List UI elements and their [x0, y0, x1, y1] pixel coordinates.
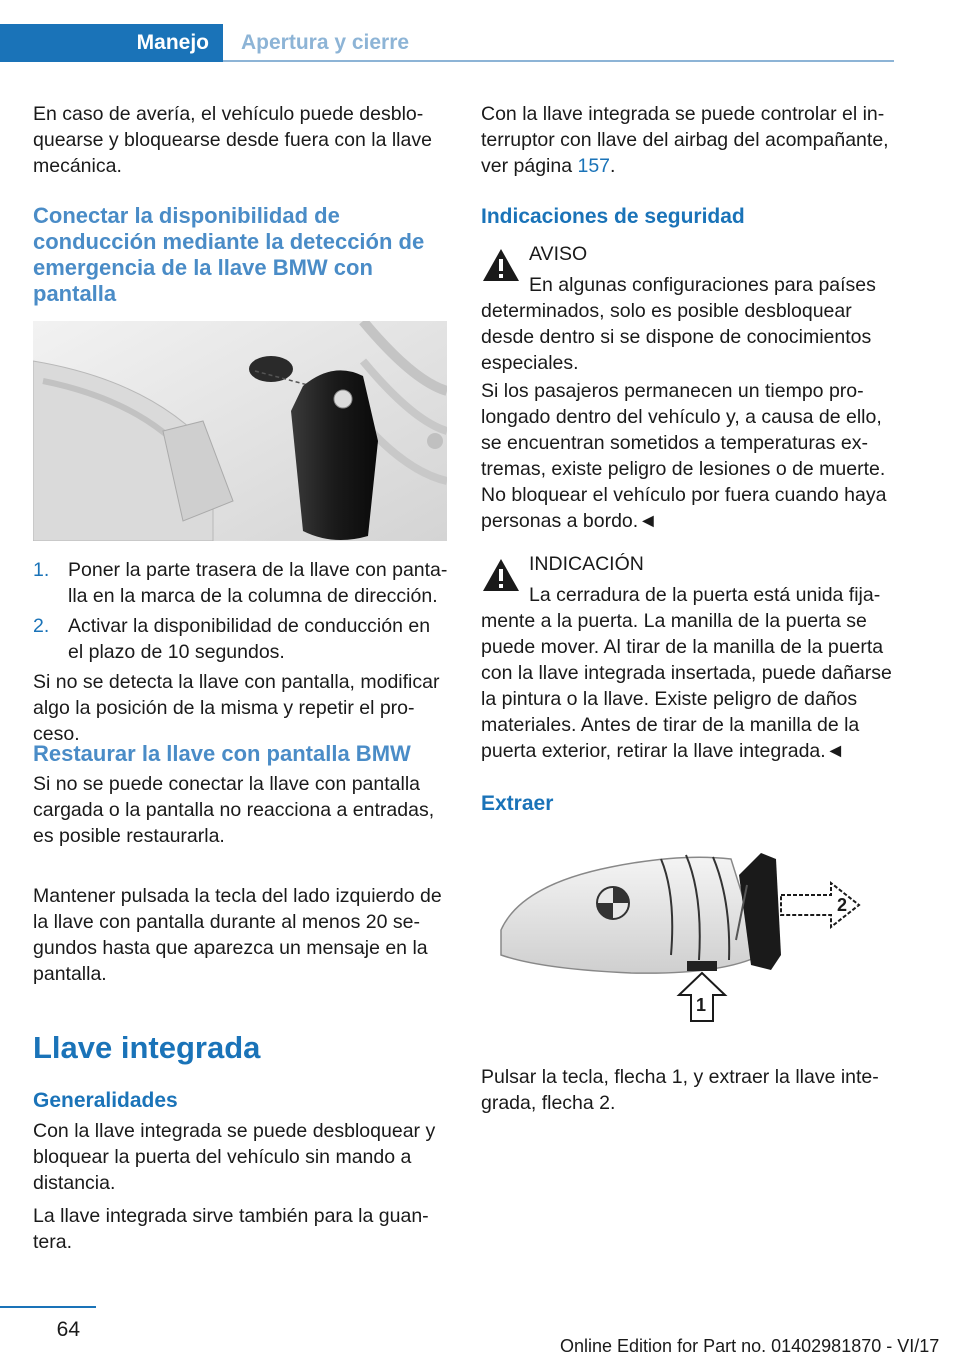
airbag-paragraph: Con la llave integrada se puede controlar el in- terruptor con llave del airbag del acompañante, ver página 157. — [481, 103, 889, 177]
step-text-2: Activar la disponibilidad de conducción en el plazo de 10 segundos. — [68, 615, 431, 663]
step-number-1: 1. — [33, 559, 50, 581]
extract-paragraph: Pulsar la tecla, flecha 1, y extraer la llave inte- grada, flecha 2. — [481, 1066, 879, 1114]
edition-text: Online Edition for Part no. 01402981870 - VI/17 — [560, 1336, 940, 1356]
aviso-text-second-paragraph: Si los pasajeros permanecen un tiempo pro- longado dentro del vehículo y, a causa de ello, se encuentran sometidos a temperaturas ex- tremas, existe peligro de lesiones o de muerte. No bloquear el vehículo por fuera cuando haya personas a bordo.◄ — [481, 380, 887, 532]
step-number-2: 2. — [33, 615, 50, 637]
heading-extraer: Extraer — [481, 792, 554, 815]
heading-generalidades: Generalidades — [33, 1089, 178, 1112]
intro-paragraph: En caso de avería, el vehículo puede desblo- quearse y bloquearse desde fuera con la llave mecánica. — [33, 103, 432, 177]
page-number: 64 — [56, 1318, 80, 1341]
arrow-2-label: 2 — [837, 895, 848, 915]
header-rule — [223, 60, 894, 62]
aviso-text-rest: determinados, solo es posible desbloquear desde dentro si se dispone de conocimientos especiales. — [481, 300, 872, 374]
general-paragraph-2: La llave integrada sirve también para la guan- tera. — [33, 1205, 429, 1253]
arrow-1-label: 1 — [696, 995, 707, 1015]
tab-apertura-y-cierre[interactable]: Apertura y cierre — [241, 31, 410, 54]
general-paragraph-1: Con la llave integrada se puede desbloquear y bloquear la puerta del vehículo sin mando a distancia. — [33, 1120, 436, 1194]
section-title-integrated-key: Llave integrada — [33, 1030, 261, 1065]
aviso-text-first-line: En algunas configuraciones para países — [529, 274, 876, 296]
not-detected-paragraph: Si no se detecta la llave con pantalla, modificar algo la posición de la misma y repetir el pro- ceso. — [33, 671, 440, 745]
warning-triangle-icon — [481, 247, 521, 283]
restore-paragraph-1: Si no se puede conectar la llave con pantalla cargada o la pantalla no reacciona a entradas, es posible restaurarla. — [33, 773, 435, 847]
indicacion-label: INDICACIÓN — [529, 553, 644, 575]
page-reference-link[interactable]: 157 — [577, 155, 611, 177]
indicacion-text-first-line: La cerradura de la puerta está unida fija- — [529, 584, 881, 606]
heading-restore-key: Restaurar la llave con pantalla BMW — [33, 741, 411, 766]
heading-safety: Indicaciones de seguridad — [481, 205, 745, 228]
step-text-1: Poner la parte trasera de la llave con panta- lla en la marca de la columna de dirección. — [68, 559, 448, 607]
page-header — [0, 24, 894, 62]
indicacion-text-rest: mente a la puerta. La manilla de la puerta se puede mover. Al tirar de la manilla de la puerta con la llave integrada insertada, puede dañarse la pintura o la llave. Existe peligro de daños materiales. Antes de tirar de la manilla de la puerta exterior, retirar la llave integrada.◄ — [481, 610, 892, 762]
tab-manejo[interactable]: Manejo — [0, 24, 223, 62]
aviso-label: AVISO — [529, 243, 588, 265]
restore-paragraph-2: Mantener pulsada la tecla del lado izquierdo de la llave con pantalla durante al menos 20 se- gundos hasta que aparezca un mensaje en la pantalla. — [33, 885, 442, 985]
heading-connect-drive-readiness: Conectar la disponibilidad de conducción mediante la detección de emergencia de la llave BMW con pantalla — [33, 203, 425, 306]
notice-triangle-icon — [481, 557, 521, 593]
footer-rule — [0, 1306, 96, 1308]
steering-column-key-illustration — [33, 321, 447, 541]
key-extraction-illustration — [481, 845, 895, 1025]
